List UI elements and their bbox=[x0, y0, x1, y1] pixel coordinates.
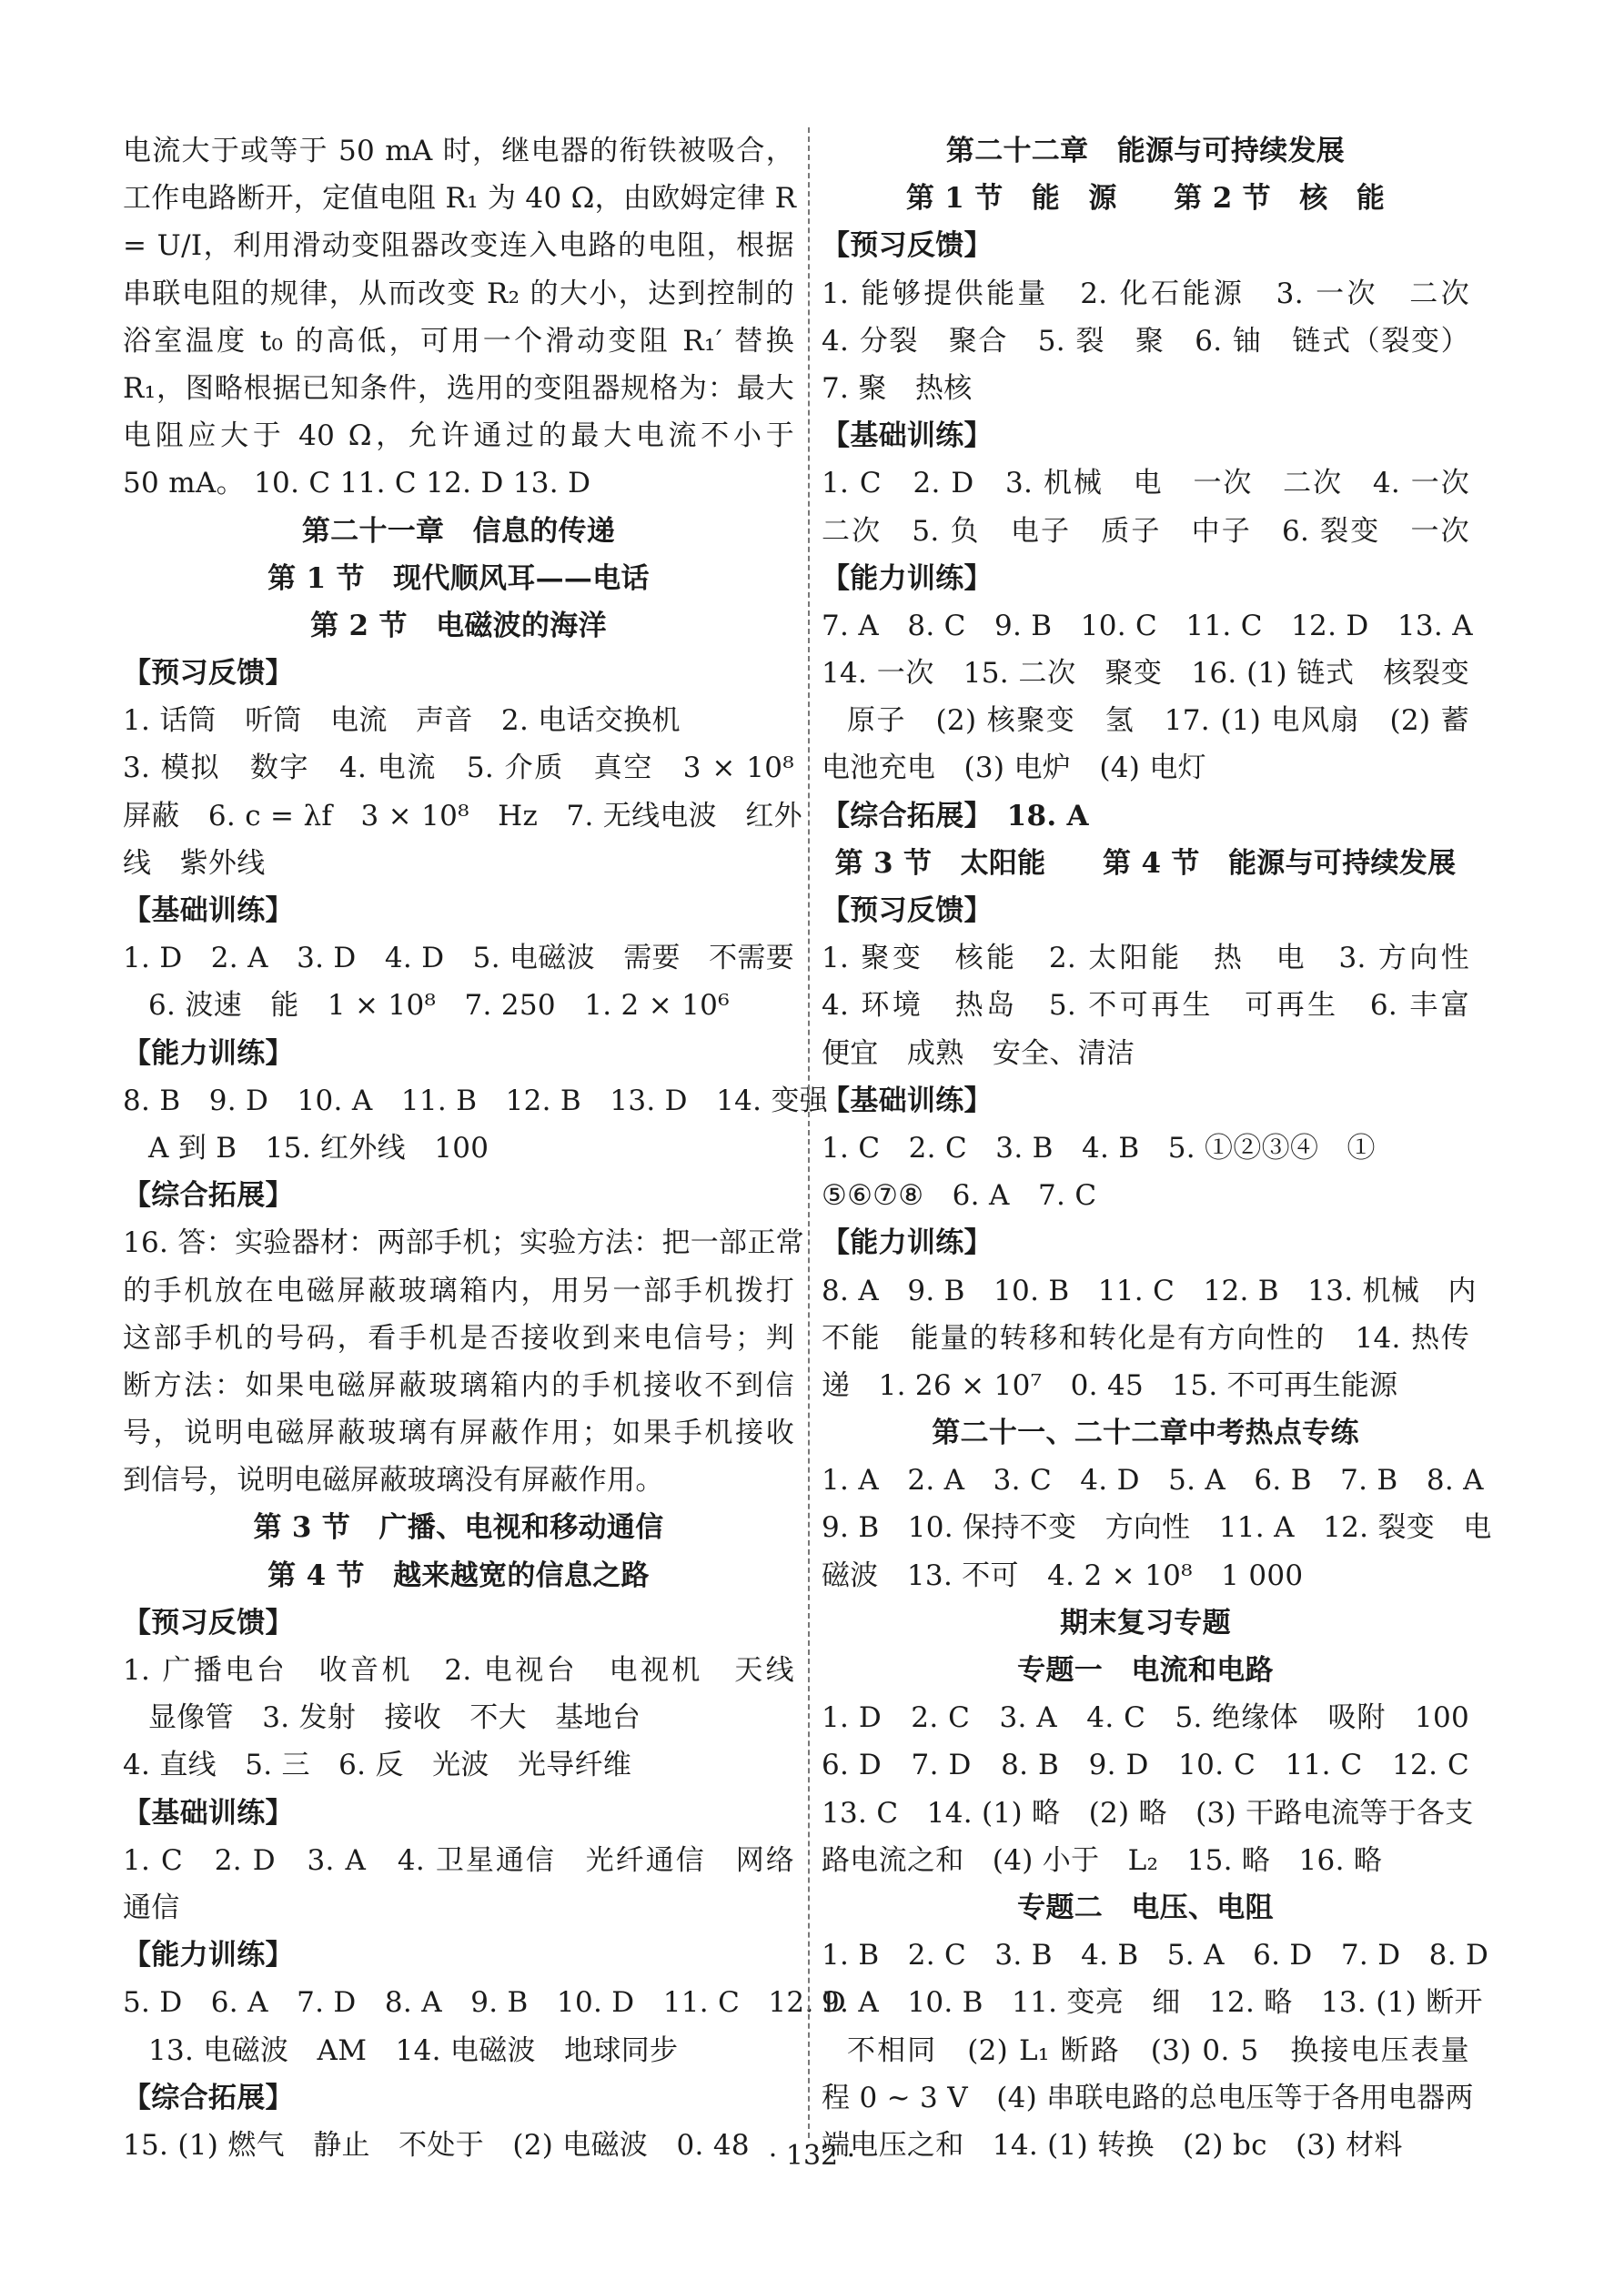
section-heading: 第 2 节 电磁波的海洋 bbox=[310, 609, 607, 642]
answer-line: 便宜 成熟 安全、清洁 bbox=[822, 1036, 1135, 1070]
text-line: R₁，图略根据已知条件，选用的变阻器规格为：最大 bbox=[123, 371, 794, 405]
answer-line: 1. 能够提供能量 2. 化石能源 3. 一次 二次 bbox=[822, 277, 1469, 310]
answer-line: 不相同 (2) L₁ 断路 (3) 0. 5 换接电压表量 bbox=[847, 2033, 1469, 2067]
answer-line: ⑤⑥⑦⑧ 6. A 7. C bbox=[822, 1179, 1097, 1213]
subsection-label: 【综合拓展】 bbox=[123, 1179, 294, 1213]
answer-line: 路电流之和 (4) 小于 L₂ 15. 略 16. 略 bbox=[822, 1843, 1383, 1877]
answer-line: 显像管 3. 发射 接收 不大 基地台 bbox=[148, 1701, 641, 1735]
text-line: 电阻应大于 40 Ω，允许通过的最大电流不小于 bbox=[123, 419, 794, 453]
answer-line: A 到 B 15. 红外线 100 bbox=[148, 1131, 489, 1165]
section-heading: 专题一 电流和电路 bbox=[1017, 1654, 1274, 1687]
answer-line: 9. A 10. B 11. 变亮 细 12. 略 13. (1) 断开 bbox=[822, 1986, 1483, 2020]
answer-line: 8. A 9. B 10. B 11. C 12. B 13. 机械 内 bbox=[822, 1274, 1477, 1307]
subsection-label: 【能力训练】 bbox=[822, 1226, 993, 1260]
answer-line: 13. 电磁波 AM 14. 电磁波 地球同步 bbox=[148, 2033, 679, 2067]
subsection-label: 【综合拓展】 bbox=[123, 2081, 294, 2114]
answer-line: 通信 bbox=[123, 1891, 180, 1924]
answer-line: 电池充电 (3) 电炉 (4) 电灯 bbox=[822, 752, 1206, 785]
answer-line: 原子 (2) 核聚变 氢 17. (1) 电风扇 (2) 蓄 bbox=[847, 704, 1469, 738]
section-heading: 第 1 节 现代顺风耳——电话 bbox=[267, 561, 650, 595]
section-heading: 第 4 节 越来越宽的信息之路 bbox=[267, 1559, 650, 1592]
subsection-label: 【预习反馈】 bbox=[123, 1606, 294, 1639]
answer-line: 1. D 2. A 3. D 4. D 5. 电磁波 需要 不需要 bbox=[123, 942, 795, 975]
answer-line: 1. C 2. D 3. 机械 电 一次 二次 4. 一次 bbox=[822, 467, 1469, 500]
answer-line: 不能 能量的转移和转化是有方向性的 14. 热传 bbox=[822, 1321, 1469, 1355]
section-heading: 第 3 节 广播、电视和移动通信 bbox=[253, 1511, 664, 1545]
answer-line: 1. B 2. C 3. B 4. B 5. A 6. D 7. D 8. D bbox=[822, 1939, 1489, 1972]
page-number: · 132 · bbox=[768, 2140, 856, 2172]
subsection-label: 【能力训练】 bbox=[123, 1036, 294, 1070]
right-column bbox=[822, 127, 1492, 2169]
answer-line: 15. (1) 燃气 静止 不处于 (2) 电磁波 0. 48 bbox=[123, 2128, 750, 2162]
text-line: 工作电路断开，定值电阻 R₁ 为 40 Ω，由欧姆定律 R bbox=[123, 182, 797, 216]
section-heading: 第 1 节 能 源 第 2 节 核 能 bbox=[905, 182, 1386, 216]
answer-line: 这部手机的号码，看手机是否接收到来电信号；判 bbox=[123, 1321, 794, 1355]
answer-line: 号，说明电磁屏蔽玻璃有屏蔽作用；如果手机接收 bbox=[123, 1417, 794, 1450]
answer-line: 7. A 8. C 9. B 10. C 11. C 12. D 13. A bbox=[822, 609, 1473, 642]
text-line: 电流大于或等于 50 mA 时，继电器的衔铁被吸合， bbox=[123, 135, 794, 167]
chapter-heading: 第二十一章 信息的传递 bbox=[301, 514, 616, 548]
subsection-label: 【预习反馈】 bbox=[822, 894, 993, 927]
answer-line: 1. A 2. A 3. C 4. D 5. A 6. B 7. B 8. A bbox=[822, 1464, 1484, 1498]
answer-line: 3. 模拟 数字 4. 电流 5. 介质 真空 3 × 10⁸ bbox=[123, 752, 794, 785]
answer-line: 5. D 6. A 7. D 8. A 9. B 10. D 11. C 12. D bbox=[123, 1986, 846, 2020]
subsection-label: 【预习反馈】 bbox=[123, 657, 294, 691]
answer-line: 4. 直线 5. 三 6. 反 光波 光导纤维 bbox=[123, 1749, 632, 1782]
answer-line: 6. D 7. D 8. B 9. D 10. C 11. C 12. C bbox=[822, 1749, 1469, 1782]
subsection-label: 【能力训练】 bbox=[123, 1939, 294, 1972]
subsection-label: 【基础训练】 bbox=[123, 1796, 294, 1830]
section-heading: 第二十一、二十二章中考热点专练 bbox=[932, 1417, 1359, 1450]
text-line: 串联电阻的规律，从而改变 R₂ 的大小，达到控制的 bbox=[123, 277, 794, 310]
answer-line: 1. C 2. C 3. B 4. B 5. ①②③④ ① bbox=[822, 1131, 1376, 1165]
subsection-label: 【预习反馈】 bbox=[822, 229, 993, 263]
section-heading: 第 3 节 太阳能 第 4 节 能源与可持续发展 bbox=[834, 846, 1457, 880]
answer-line: 13. C 14. (1) 略 (2) 略 (3) 干路电流等于各支 bbox=[822, 1796, 1474, 1830]
chapter-heading: 第二十二章 能源与可持续发展 bbox=[945, 135, 1346, 167]
answer-line: 1. C 2. D 3. A 4. 卫星通信 光纤通信 网络 bbox=[123, 1843, 794, 1877]
text-line: = U/I，利用滑动变阻器改变连入电路的电阻，根据 bbox=[123, 229, 794, 263]
answer-line: 递 1. 26 × 10⁷ 0. 45 15. 不可再生能源 bbox=[822, 1368, 1398, 1402]
answer-line: 1. D 2. C 3. A 4. C 5. 绝缘体 吸附 100 bbox=[822, 1701, 1469, 1735]
answer-line: 的手机放在电磁屏蔽玻璃箱内，用另一部手机拨打 bbox=[123, 1274, 794, 1307]
answer-line: 14. 一次 15. 二次 聚变 16. (1) 链式 核裂变 bbox=[822, 657, 1469, 691]
answer-line: 线 紫外线 bbox=[123, 846, 266, 880]
section-heading: 专题二 电压、电阻 bbox=[1017, 1891, 1274, 1924]
answer-line: 屏蔽 6. c = λf 3 × 10⁸ Hz 7. 无线电波 红外 bbox=[123, 799, 802, 832]
answer-line: 16. 答：实验器材：两部手机；实验方法：把一部正常 bbox=[123, 1226, 804, 1260]
column-divider bbox=[808, 127, 810, 2138]
subsection-label: 【能力训练】 bbox=[822, 561, 993, 595]
answer-line: 8. B 9. D 10. A 11. B 12. B 13. D 14. 变强 bbox=[123, 1084, 829, 1117]
answer-line: 断方法：如果电磁屏蔽玻璃箱内的手机接收不到信 bbox=[123, 1368, 794, 1402]
answer-line: 7. 聚 热核 bbox=[822, 371, 973, 405]
answer-line: 端电压之和 14. (1) 转换 (2) bc (3) 材料 bbox=[822, 2128, 1403, 2162]
answer-line: 1. 话筒 听筒 电流 声音 2. 电话交换机 bbox=[123, 704, 681, 738]
answer-line: 磁波 13. 不可 4. 2 × 10⁸ 1 000 bbox=[822, 1559, 1304, 1592]
answer-line: 6. 波速 能 1 × 10⁸ 7. 250 1. 2 × 10⁶ bbox=[148, 989, 730, 1023]
answer-line: 4. 环境 热岛 5. 不可再生 可再生 6. 丰富 bbox=[822, 989, 1469, 1023]
answer-line: 1. 聚变 核能 2. 太阳能 热 电 3. 方向性 bbox=[822, 942, 1469, 975]
answer-line: 到信号，说明电磁屏蔽玻璃没有屏蔽作用。 bbox=[123, 1464, 664, 1498]
subsection-label: 【基础训练】 bbox=[822, 1084, 993, 1117]
answer-line: 1. 广播电台 收音机 2. 电视台 电视机 天线 bbox=[123, 1654, 794, 1687]
subsection-label: 【综合拓展】 18. A bbox=[822, 799, 1089, 832]
subsection-label: 【基础训练】 bbox=[123, 894, 294, 927]
text-line: 浴室温度 t₀ 的高低，可用一个滑动变阻 R₁′ 替换 bbox=[123, 324, 794, 358]
subsection-label: 【基础训练】 bbox=[822, 419, 993, 453]
answer-line: 4. 分裂 聚合 5. 裂 聚 6. 铀 链式（裂变） bbox=[822, 324, 1469, 358]
answer-line: 程 0 ~ 3 V (4) 串联电路的总电压等于各用电器两 bbox=[822, 2081, 1474, 2114]
answer-line: 二次 5. 负 电子 质子 中子 6. 裂变 一次 bbox=[822, 514, 1469, 548]
answer-line: 9. B 10. 保持不变 方向性 11. A 12. 裂变 电 bbox=[822, 1511, 1492, 1545]
chapter-heading: 期末复习专题 bbox=[1060, 1606, 1231, 1639]
text-line: 50 mA。 10. C 11. C 12. D 13. D bbox=[123, 467, 591, 500]
